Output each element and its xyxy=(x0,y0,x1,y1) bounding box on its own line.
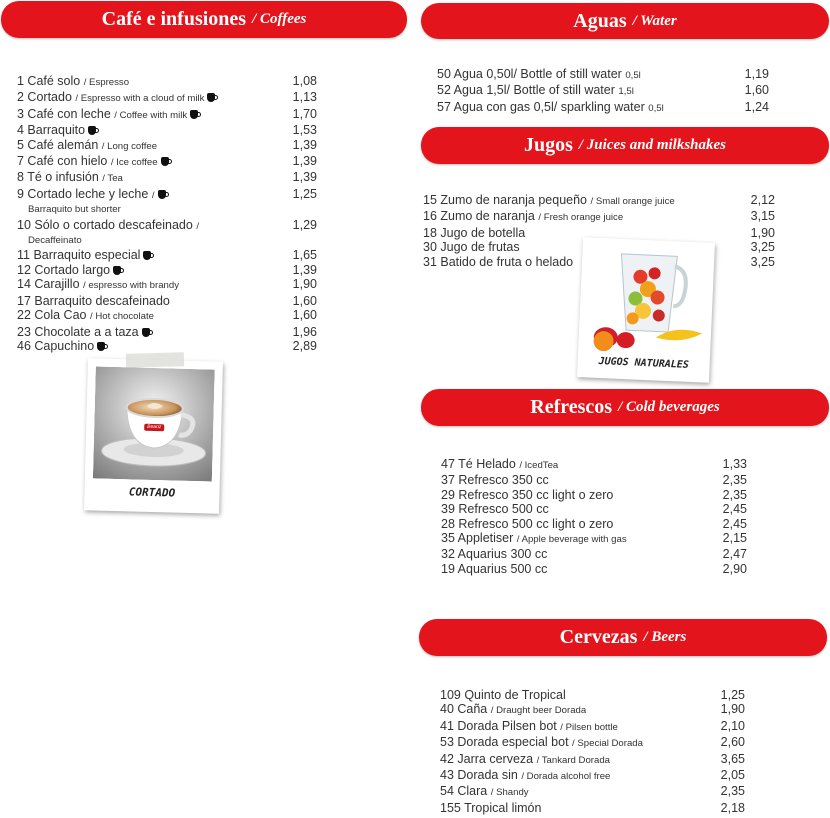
menu-item-price: 1,39 xyxy=(292,154,317,169)
menu-item-price: 2,10 xyxy=(720,718,745,733)
menu-item-translation: / Espresso xyxy=(83,77,130,88)
menu-item-price: 1,96 xyxy=(292,324,317,339)
menu-item-label: 109 Quinto de Tropical xyxy=(440,688,566,702)
menu-item-price: 2,35 xyxy=(722,487,747,502)
menu-item-name xyxy=(441,531,627,547)
menu-item-label: 50 Agua 0,50l/ Bottle of still water xyxy=(437,67,622,81)
menu-item-label: 35 Appletiser xyxy=(441,531,514,546)
menu-item-label: 5 Café alemán xyxy=(17,137,99,152)
menu-item-label: 54 Clara xyxy=(440,784,488,799)
juice-jar-image xyxy=(585,244,708,355)
menu-item-label: 7 Café con hielo xyxy=(17,154,108,169)
menu-item-price: 1,25 xyxy=(720,688,745,702)
menu-item-translation: / Dorada alcohol free xyxy=(521,771,611,783)
menu-item xyxy=(17,170,317,186)
menu-item-label: 37 Refresco 350 cc xyxy=(441,473,549,488)
menu-item xyxy=(441,488,747,502)
menu-item-label: 46 Capuchino xyxy=(17,338,95,353)
menu-item-price: 3,65 xyxy=(720,751,745,766)
menu-item-name xyxy=(440,735,643,751)
menu-item-name xyxy=(17,138,157,154)
menu-item-price: 1,13 xyxy=(292,90,317,105)
menu-item-price: 2,90 xyxy=(722,561,747,576)
menu-item-name xyxy=(17,325,150,339)
coffee-cup-icon xyxy=(88,126,96,135)
menu-item-name xyxy=(440,768,610,784)
menu-item-label: 42 Jarra cerveza xyxy=(440,751,534,766)
menu-item-name xyxy=(17,294,170,308)
menu-item xyxy=(17,277,317,293)
menu-item-translation: / Hot chocolate xyxy=(89,311,154,323)
menu-item-translation: 0,5l xyxy=(648,102,664,114)
menu-item xyxy=(17,263,317,277)
menu-item-price: 2,15 xyxy=(722,531,747,546)
menu-item xyxy=(441,502,747,516)
menu-item-label: 31 Batido de fruta o helado xyxy=(423,254,574,269)
menu-item-price: 3,25 xyxy=(750,240,775,255)
menu-item-label: 12 Cortado largo xyxy=(17,262,111,277)
menu-item xyxy=(17,339,317,353)
menu-item-price: 2,35 xyxy=(720,784,745,799)
menu-item-label: 18 Jugo de botella xyxy=(423,225,526,240)
coffee-cup-image xyxy=(93,366,215,481)
menu-item-name xyxy=(17,154,169,170)
juices-photo xyxy=(577,237,715,383)
menu-item-name xyxy=(437,83,634,99)
menu-item-translation: / Long coffee xyxy=(101,140,158,152)
menu-item-label: 23 Chocolate a a taza xyxy=(17,324,139,339)
menu-item-name xyxy=(423,226,525,240)
menu-item-price: 1,19 xyxy=(744,67,769,81)
coffee-cup-icon xyxy=(113,266,121,275)
menu-item xyxy=(17,248,317,262)
menu-item-label: 10 Sólo o cortado descafeinado xyxy=(17,217,193,232)
menu-item xyxy=(440,768,745,784)
menu-item-label: 52 Agua 1,5l/ Bottle of still water xyxy=(437,83,615,98)
menu-item-translation: / espresso with brandy xyxy=(83,280,179,292)
coffee-cup-icon xyxy=(97,342,105,351)
menu-item-name xyxy=(17,248,151,262)
menu-item-price: 1,60 xyxy=(292,293,317,308)
menu-item-name xyxy=(17,90,215,106)
menu-item xyxy=(17,308,317,324)
menu-item xyxy=(437,100,769,116)
menu-item-price: 1,39 xyxy=(292,137,317,152)
menu-item-label: 3 Café con leche xyxy=(17,106,111,121)
menu-item-name xyxy=(441,547,547,561)
menu-item-price: 1,33 xyxy=(722,457,747,471)
menu-item-translation: / xyxy=(196,220,199,232)
menu-item-translation: 0,5l xyxy=(625,70,641,81)
menu-item-name xyxy=(440,784,529,800)
water-subtitle: / Water xyxy=(632,12,677,29)
menu-item xyxy=(17,325,317,339)
water-banner xyxy=(421,3,829,39)
menu-item xyxy=(440,702,745,718)
menu-item xyxy=(423,209,775,225)
menu-item-price: 1,60 xyxy=(744,83,769,98)
menu-item-name xyxy=(441,517,613,531)
menu-item-price: 1,29 xyxy=(292,217,317,232)
menu-item xyxy=(441,531,747,547)
menu-item-price: 2,12 xyxy=(750,193,775,207)
menu-item-translation: / Fresh orange juice xyxy=(538,212,624,224)
menu-item xyxy=(440,801,745,815)
menu-item-name xyxy=(440,688,566,702)
menu-item-price: 2,05 xyxy=(720,768,745,783)
menu-item-price: 2,18 xyxy=(720,800,745,815)
menu-item-label: 4 Barraquito xyxy=(17,123,86,138)
menu-item-label: 28 Refresco 500 cc light o zero xyxy=(441,516,614,531)
menu-item xyxy=(441,517,747,531)
menu-item-translation: 1,5l xyxy=(618,86,634,98)
menu-item-label: 17 Barraquito descafeinado xyxy=(17,293,170,308)
menu-item-name xyxy=(17,218,199,234)
menu-item-label: 8 Té o infusión xyxy=(17,170,99,185)
menu-item-label: 9 Cortado leche y leche xyxy=(17,186,149,201)
menu-item-name xyxy=(441,502,549,516)
menu-item-label: 39 Refresco 500 cc xyxy=(441,502,549,517)
menu-item xyxy=(437,67,769,83)
menu-item xyxy=(440,735,745,751)
menu-item-name xyxy=(17,277,179,293)
menu-item-translation: / Tea xyxy=(102,173,123,185)
menu-item-name xyxy=(441,562,547,576)
menu-item-label: 19 Aquarius 500 cc xyxy=(441,561,548,576)
beers-title: Cervezas xyxy=(559,626,638,648)
cold-subtitle: / Cold beverages xyxy=(618,399,720,415)
menu-item xyxy=(17,154,317,170)
menu-item xyxy=(437,83,769,99)
menu-item-price: 1,24 xyxy=(744,99,769,114)
menu-item xyxy=(17,107,317,123)
juices-caption: JUGOS NATURALES xyxy=(598,355,690,371)
menu-item xyxy=(17,187,317,203)
beers-banner xyxy=(419,619,827,656)
menu-item-translation: / Ice coffee xyxy=(110,157,158,169)
cup-logo: Beanz xyxy=(147,423,162,431)
menu-item-price: 1,90 xyxy=(292,277,317,292)
menu-item-price: 1,90 xyxy=(750,225,775,240)
menu-item xyxy=(441,457,747,473)
menu-item-price: 2,45 xyxy=(722,516,747,531)
menu-item-name xyxy=(17,339,105,353)
coffee-cup-icon xyxy=(158,190,166,199)
coffee-cup-icon xyxy=(161,157,169,166)
menu-item-price: 1,08 xyxy=(292,74,317,88)
menu-item-name xyxy=(440,702,586,718)
cortado-photo xyxy=(84,358,223,513)
coffees-list xyxy=(17,74,317,353)
menu-item xyxy=(440,752,745,768)
menu-item-label: 53 Dorada especial bot xyxy=(440,735,569,750)
menu-item xyxy=(441,547,747,561)
menu-item-label: 41 Dorada Pilsen bot xyxy=(440,718,557,733)
menu-item-label: 14 Carajillo xyxy=(17,277,80,292)
menu-item-name xyxy=(423,193,675,209)
juices-subtitle: / Juices and milkshakes xyxy=(578,137,726,153)
menu-item xyxy=(441,562,747,576)
menu-item-price: 2,60 xyxy=(720,735,745,750)
menu-item xyxy=(17,218,317,234)
coffee-cup-icon xyxy=(142,328,150,337)
menu-item-label: 32 Aquarius 300 cc xyxy=(441,547,548,562)
coffees-subtitle: / Coffees xyxy=(252,11,307,27)
cortado-caption: CORTADO xyxy=(128,485,176,500)
menu-item-price: 2,47 xyxy=(722,547,747,562)
menu-item-label: 40 Caña xyxy=(440,702,488,717)
menu-item-name xyxy=(423,255,573,269)
menu-item-name xyxy=(440,752,610,768)
menu-item-price: 1,39 xyxy=(292,262,317,277)
menu-item xyxy=(440,784,745,800)
menu-item-name xyxy=(423,240,520,254)
menu-item-translation: / Coffee with milk xyxy=(114,109,188,121)
menu-item-label: 47 Té Helado xyxy=(441,457,516,471)
menu-item xyxy=(17,138,317,154)
menu-item-name xyxy=(440,801,541,815)
menu-item-price: 3,25 xyxy=(750,254,775,269)
menu-item-price: 2,45 xyxy=(722,502,747,517)
menu-item-translation: / xyxy=(151,189,155,201)
menu-item-price: 2,35 xyxy=(722,473,747,488)
menu-item xyxy=(423,193,775,209)
cold-list xyxy=(441,457,747,576)
menu-item-price: 1,39 xyxy=(292,170,317,185)
menu-item-name xyxy=(437,100,664,116)
menu-item-price: 1,25 xyxy=(292,186,317,201)
menu-item-translation: / Shandy xyxy=(490,787,529,799)
water-title: Aguas xyxy=(573,9,627,32)
menu-item-name xyxy=(17,107,198,123)
coffee-cup-icon xyxy=(143,251,151,260)
menu-item-translation: / Small orange juice xyxy=(590,196,675,207)
menu-item xyxy=(17,123,317,137)
menu-item-translation: / Pilsen bottle xyxy=(560,721,618,733)
menu-item-price: 2,89 xyxy=(292,338,317,353)
menu-item xyxy=(440,688,745,702)
menu-item-label: 30 Jugo de frutas xyxy=(423,240,520,255)
coffees-banner xyxy=(1,1,407,38)
menu-item-label: 155 Tropical limón xyxy=(440,800,542,815)
menu-item-name xyxy=(17,170,123,186)
menu-item-price: 1,53 xyxy=(292,123,317,138)
menu-item-name xyxy=(423,209,623,225)
cold-title: Refrescos xyxy=(530,396,613,418)
menu-item-price: 1,65 xyxy=(292,248,317,263)
menu-item-price: 3,15 xyxy=(750,209,775,224)
menu-item-price: 1,90 xyxy=(720,702,745,717)
menu-item-name xyxy=(17,308,154,324)
juices-title: Jugos xyxy=(523,134,573,156)
menu-item xyxy=(17,294,317,308)
menu-item-translation: / Tankard Dorada xyxy=(536,754,611,766)
menu-item-name xyxy=(441,473,549,487)
coffee-cup-icon xyxy=(190,110,198,119)
menu-item-name xyxy=(17,74,129,90)
menu-item-price: 1,60 xyxy=(292,308,317,323)
menu-item-name xyxy=(441,457,558,473)
menu-item xyxy=(17,90,317,106)
menu-item-note: Barraquito but shorter xyxy=(28,204,121,216)
menu-item-name xyxy=(441,488,613,502)
menu-item-note: Decaffeinato xyxy=(28,235,82,247)
menu-item-label: 57 Agua con gas 0,5l/ sparkling water xyxy=(437,99,645,114)
menu-item-label: 29 Refresco 350 cc light o zero xyxy=(441,487,614,502)
cold-banner xyxy=(421,389,829,426)
coffees-title: Café e infusiones xyxy=(101,8,247,30)
beers-list xyxy=(440,688,745,815)
menu-item-name xyxy=(17,263,121,277)
water-list xyxy=(437,67,769,116)
menu-item-name xyxy=(440,719,618,735)
menu-item-translation: / Espresso with a cloud of milk xyxy=(75,93,205,105)
menu-item-translation: / Apple beverage with gas xyxy=(516,534,627,546)
menu-item-label: 11 Barraquito especial xyxy=(17,248,141,263)
juices-banner xyxy=(421,127,829,164)
menu-item xyxy=(440,719,745,735)
menu-item-price: 1,70 xyxy=(292,106,317,121)
menu-item xyxy=(441,473,747,487)
menu-item-label: 22 Cola Cao xyxy=(17,308,87,323)
menu-item-label: 2 Cortado xyxy=(17,90,72,105)
tape xyxy=(126,352,184,368)
menu-item-name xyxy=(437,67,641,83)
menu-item-translation: / IcedTea xyxy=(519,460,559,471)
menu-item-label: 1 Café solo xyxy=(17,74,81,88)
beers-subtitle: / Beers xyxy=(643,629,687,645)
menu-item xyxy=(17,74,317,90)
menu-item-label: 43 Dorada sin xyxy=(440,768,518,783)
menu-item-translation: / Draught beer Dorada xyxy=(490,705,587,717)
menu-item-label: 15 Zumo de naranja pequeño xyxy=(423,193,588,207)
menu-item-name xyxy=(17,123,96,137)
coffee-cup-icon xyxy=(207,93,215,102)
menu-item-translation: / Special Dorada xyxy=(572,738,643,750)
menu-item-name xyxy=(17,187,166,203)
menu-item-label: 16 Zumo de naranja xyxy=(423,209,535,224)
